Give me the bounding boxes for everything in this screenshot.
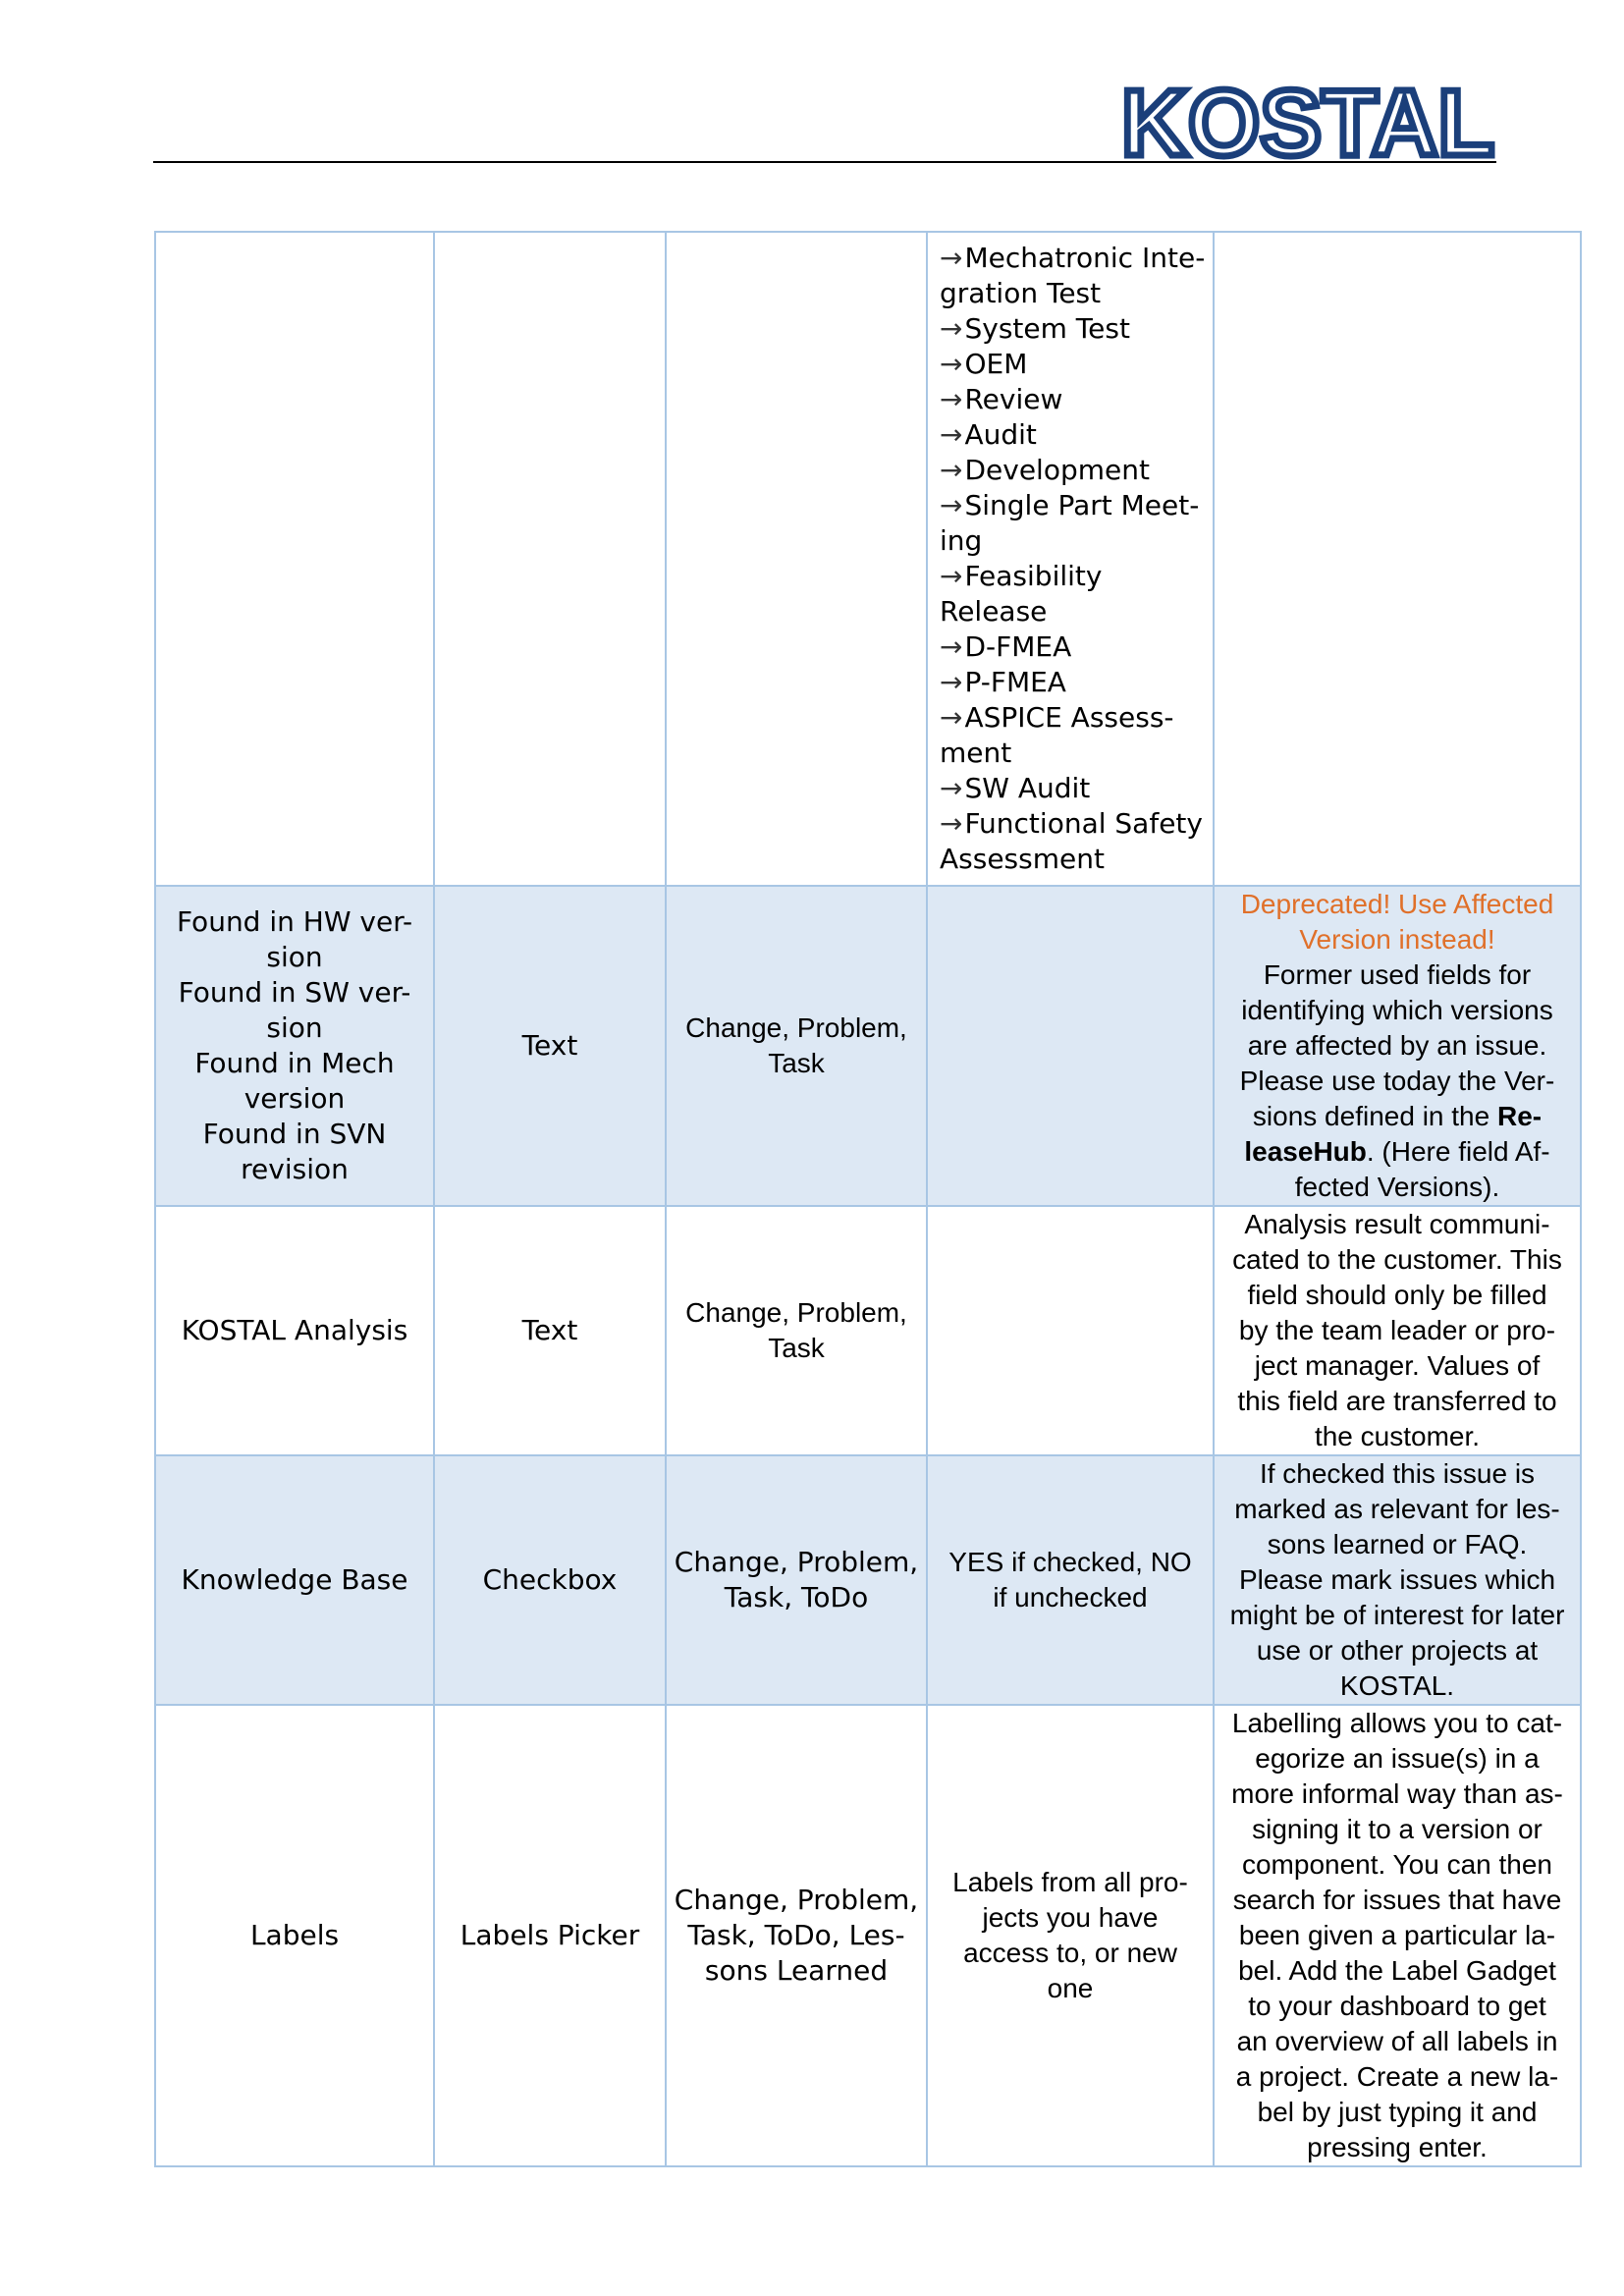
list-item-label: P-FMEA (964, 666, 1066, 698)
field-issue-types: Change, Problem, Task, ToDo (666, 1455, 927, 1705)
list-item-label: Mechatronic Inte- gration Test (940, 242, 1206, 309)
field-name: Knowledge Base (155, 1455, 434, 1705)
list-item (940, 453, 1207, 488)
table-row-knowledge-base (155, 1455, 1581, 1705)
svg-text:KOSTAL: KOSTAL (1121, 77, 1494, 167)
field-values: Labels from all pro- jects you have access to, or new one (927, 1705, 1214, 2166)
values-list (934, 241, 1207, 877)
kostal-logo (1117, 77, 1500, 167)
list-item-label: System Test (964, 312, 1130, 345)
cell-name (155, 232, 434, 886)
list-item (940, 559, 1207, 629)
field-values (927, 1206, 1214, 1455)
field-type: Checkbox (434, 1455, 666, 1705)
arrow-icon: → (940, 772, 963, 804)
field-values: YES if checked, NO if unchecked (927, 1455, 1214, 1705)
list-item (940, 629, 1207, 665)
arrow-icon: → (940, 383, 963, 415)
list-item (940, 771, 1207, 806)
field-values (927, 886, 1214, 1206)
list-item (940, 806, 1207, 877)
table-row-kostal-analysis (155, 1206, 1581, 1455)
list-item (940, 241, 1207, 311)
list-item-label: Review (964, 383, 1063, 415)
header-rule (153, 161, 1496, 163)
kostal-logo-mark (1117, 77, 1500, 167)
arrow-icon: → (940, 807, 963, 840)
field-type: Labels Picker (434, 1705, 666, 2166)
arrow-icon: → (940, 666, 963, 698)
list-item-label: Development (964, 454, 1150, 486)
list-item (940, 382, 1207, 417)
arrow-icon: → (940, 242, 963, 274)
list-item-label: Single Part Meet- ing (940, 489, 1200, 557)
arrow-icon: → (940, 348, 963, 380)
list-item (940, 311, 1207, 347)
field-description: Labelling allows you to cat- egorize an issue(s) in a more informal way than as- signing it to a version or component. You can then search for issues that have been given a particular la- bel. Add the Label Gadget to your dashboard to get an overview of all labels in a project. Create a new la- bel by just typing it and pressing enter. (1214, 1705, 1581, 2166)
description-text-end: . (Here field Af- fected Versions). (1294, 1136, 1550, 1202)
list-item (940, 347, 1207, 382)
list-item-label: OEM (964, 348, 1028, 380)
arrow-icon: → (940, 454, 963, 486)
field-issue-types: Change, Problem, Task (666, 886, 927, 1206)
list-item (940, 488, 1207, 559)
list-item-label: Functional Safety Assessment (940, 807, 1203, 875)
list-item (940, 665, 1207, 700)
list-item (940, 700, 1207, 771)
field-name: Labels (155, 1705, 434, 2166)
field-issue-types: Change, Problem, Task (666, 1206, 927, 1455)
field-description: If checked this issue is marked as relevant for les- sons learned or FAQ. Please mark issues which might be of interest for later use or other projects at KOSTAL. (1214, 1455, 1581, 1705)
cell-description (1214, 232, 1581, 886)
fields-table (154, 231, 1582, 2167)
arrow-icon: → (940, 630, 963, 663)
field-type: Text (434, 1206, 666, 1455)
list-item-label: ASPICE Assess- ment (940, 701, 1174, 769)
list-item-label: Feasibility Release (940, 560, 1103, 628)
arrow-icon: → (940, 489, 963, 521)
list-item-label: D-FMEA (964, 630, 1072, 663)
field-name: Found in HW ver- sion Found in SW ver- sion Found in Mech version Found in SVN revision (155, 886, 434, 1206)
cell-type (434, 232, 666, 886)
releasehub-term: Re- leaseHub (1244, 1101, 1543, 1167)
arrow-icon: → (940, 418, 963, 451)
list-item-label: Audit (964, 418, 1037, 451)
arrow-icon: → (940, 312, 963, 345)
cell-issue-types (666, 232, 927, 886)
description-text: Former used fields for identifying which versions are affected by an issue. Please use today the Ver- sions defined in the (1239, 959, 1555, 1131)
field-description: Analysis result communi- cated to the customer. This field should only be filled by the team leader or pro- ject manager. Values of this field are transferred to the customer. (1214, 1206, 1581, 1455)
field-description (1214, 886, 1581, 1206)
cell-values (927, 232, 1214, 886)
field-issue-types: Change, Problem, Task, ToDo, Les- sons Learned (666, 1705, 927, 2166)
table-row-continuation (155, 232, 1581, 886)
list-item-label: SW Audit (964, 772, 1091, 804)
list-item (940, 417, 1207, 453)
field-name: KOSTAL Analysis (155, 1206, 434, 1455)
field-type: Text (434, 886, 666, 1206)
table-row-labels (155, 1705, 1581, 2166)
arrow-icon: → (940, 701, 963, 734)
arrow-icon: → (940, 560, 963, 592)
deprecated-notice: Deprecated! Use Affected Version instead! (1240, 889, 1554, 955)
table-row-found-in (155, 886, 1581, 1206)
